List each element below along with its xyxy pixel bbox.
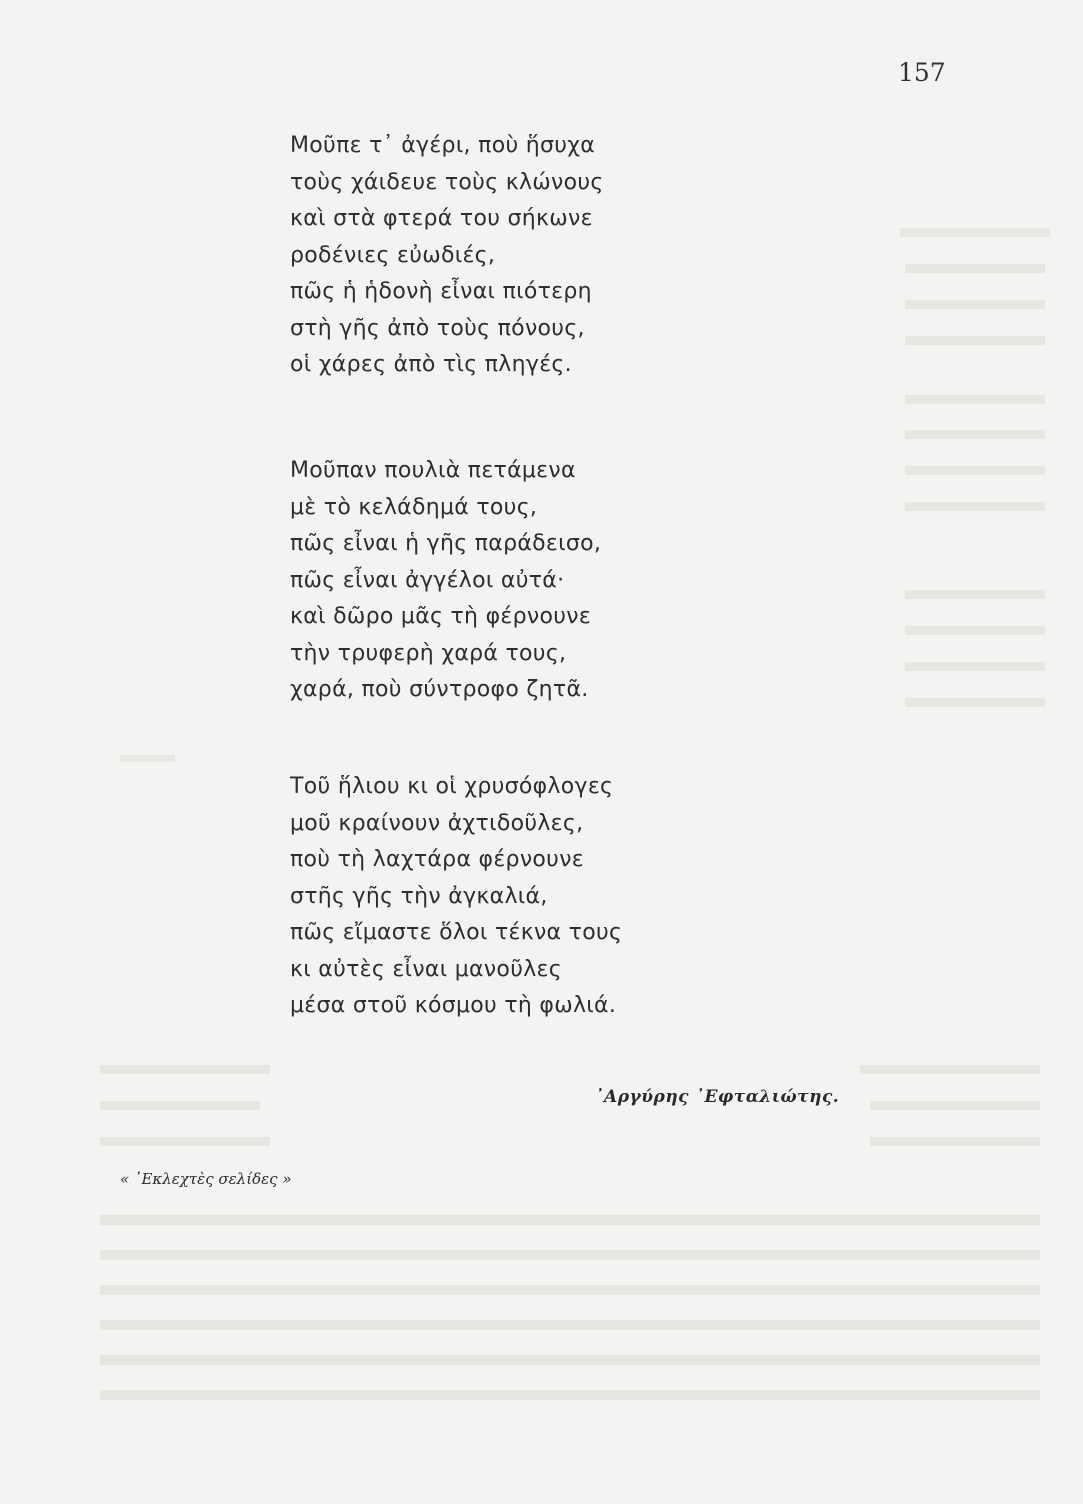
poem-line: Μοῦπε τ᾽ ἀγέρι, ποὺ ἥσυχα <box>290 133 596 158</box>
poem-line: μὲ τὸ κελάδημά τους, <box>290 494 538 520</box>
poem-line: μοῦ κραίνουν ἀχτιδοῦλες, <box>290 810 584 836</box>
poem-line: τὴν τρυφερὴ χαρά τους, <box>290 640 567 666</box>
poem-line: στὴ γῆς ἀπὸ τοὺς πόνους, <box>290 315 585 341</box>
poem-line: κι αὐτὲς εἶναι μανοῦλες <box>290 956 562 982</box>
poem-line: καὶ δῶρο μᾶς τὴ φέρνουνε <box>290 604 592 629</box>
poem-line: καὶ στὰ φτερά του σήκωνε <box>290 206 593 231</box>
stanza-3 <box>290 769 622 1025</box>
stanza-2 <box>290 453 601 709</box>
poem-line: πῶς εἴμαστε ὅλοι τέκνα τους <box>290 920 623 945</box>
poem-line: πῶς ἡ ἡδονὴ εἶναι πιότερη <box>290 279 592 304</box>
poem-line: ποὺ τὴ λαχτάρα φέρνουνε <box>290 847 584 872</box>
poem-line: πῶς εἶναι ἡ γῆς παράδεισο, <box>290 531 602 556</box>
stanza-1 <box>290 128 604 384</box>
poem-line: οἱ χάρες ἀπὸ τὶς πληγές. <box>290 352 572 377</box>
page-number: 157 <box>898 58 946 87</box>
poem-line: πῶς εἶναι ἀγγέλοι αὐτά· <box>290 567 565 593</box>
poem-line: χαρά, ποὺ σύντροφο ζητᾶ. <box>290 677 589 702</box>
poem-line: τοὺς χάιδευε τοὺς κλώνους <box>290 169 604 195</box>
poem-line: στῆς γῆς τὴν ἀγκαλιά, <box>290 883 548 909</box>
author-signature: ᾿Αργύρης ᾿Εφταλιώτης. <box>595 1087 840 1107</box>
source-citation: « ᾿Εκλεχτὲς σελίδες » <box>120 1170 292 1188</box>
poem-line: μέσα στοῦ κόσμου τὴ φωλιά. <box>290 993 617 1018</box>
poem-line: ροδένιες εὐωδιές, <box>290 242 496 268</box>
poem-line: Μοῦπαν πουλιὰ πετάμενα <box>290 458 576 483</box>
poem-line: Τοῦ ἥλιου κι οἱ χρυσόφλογες <box>290 774 614 799</box>
